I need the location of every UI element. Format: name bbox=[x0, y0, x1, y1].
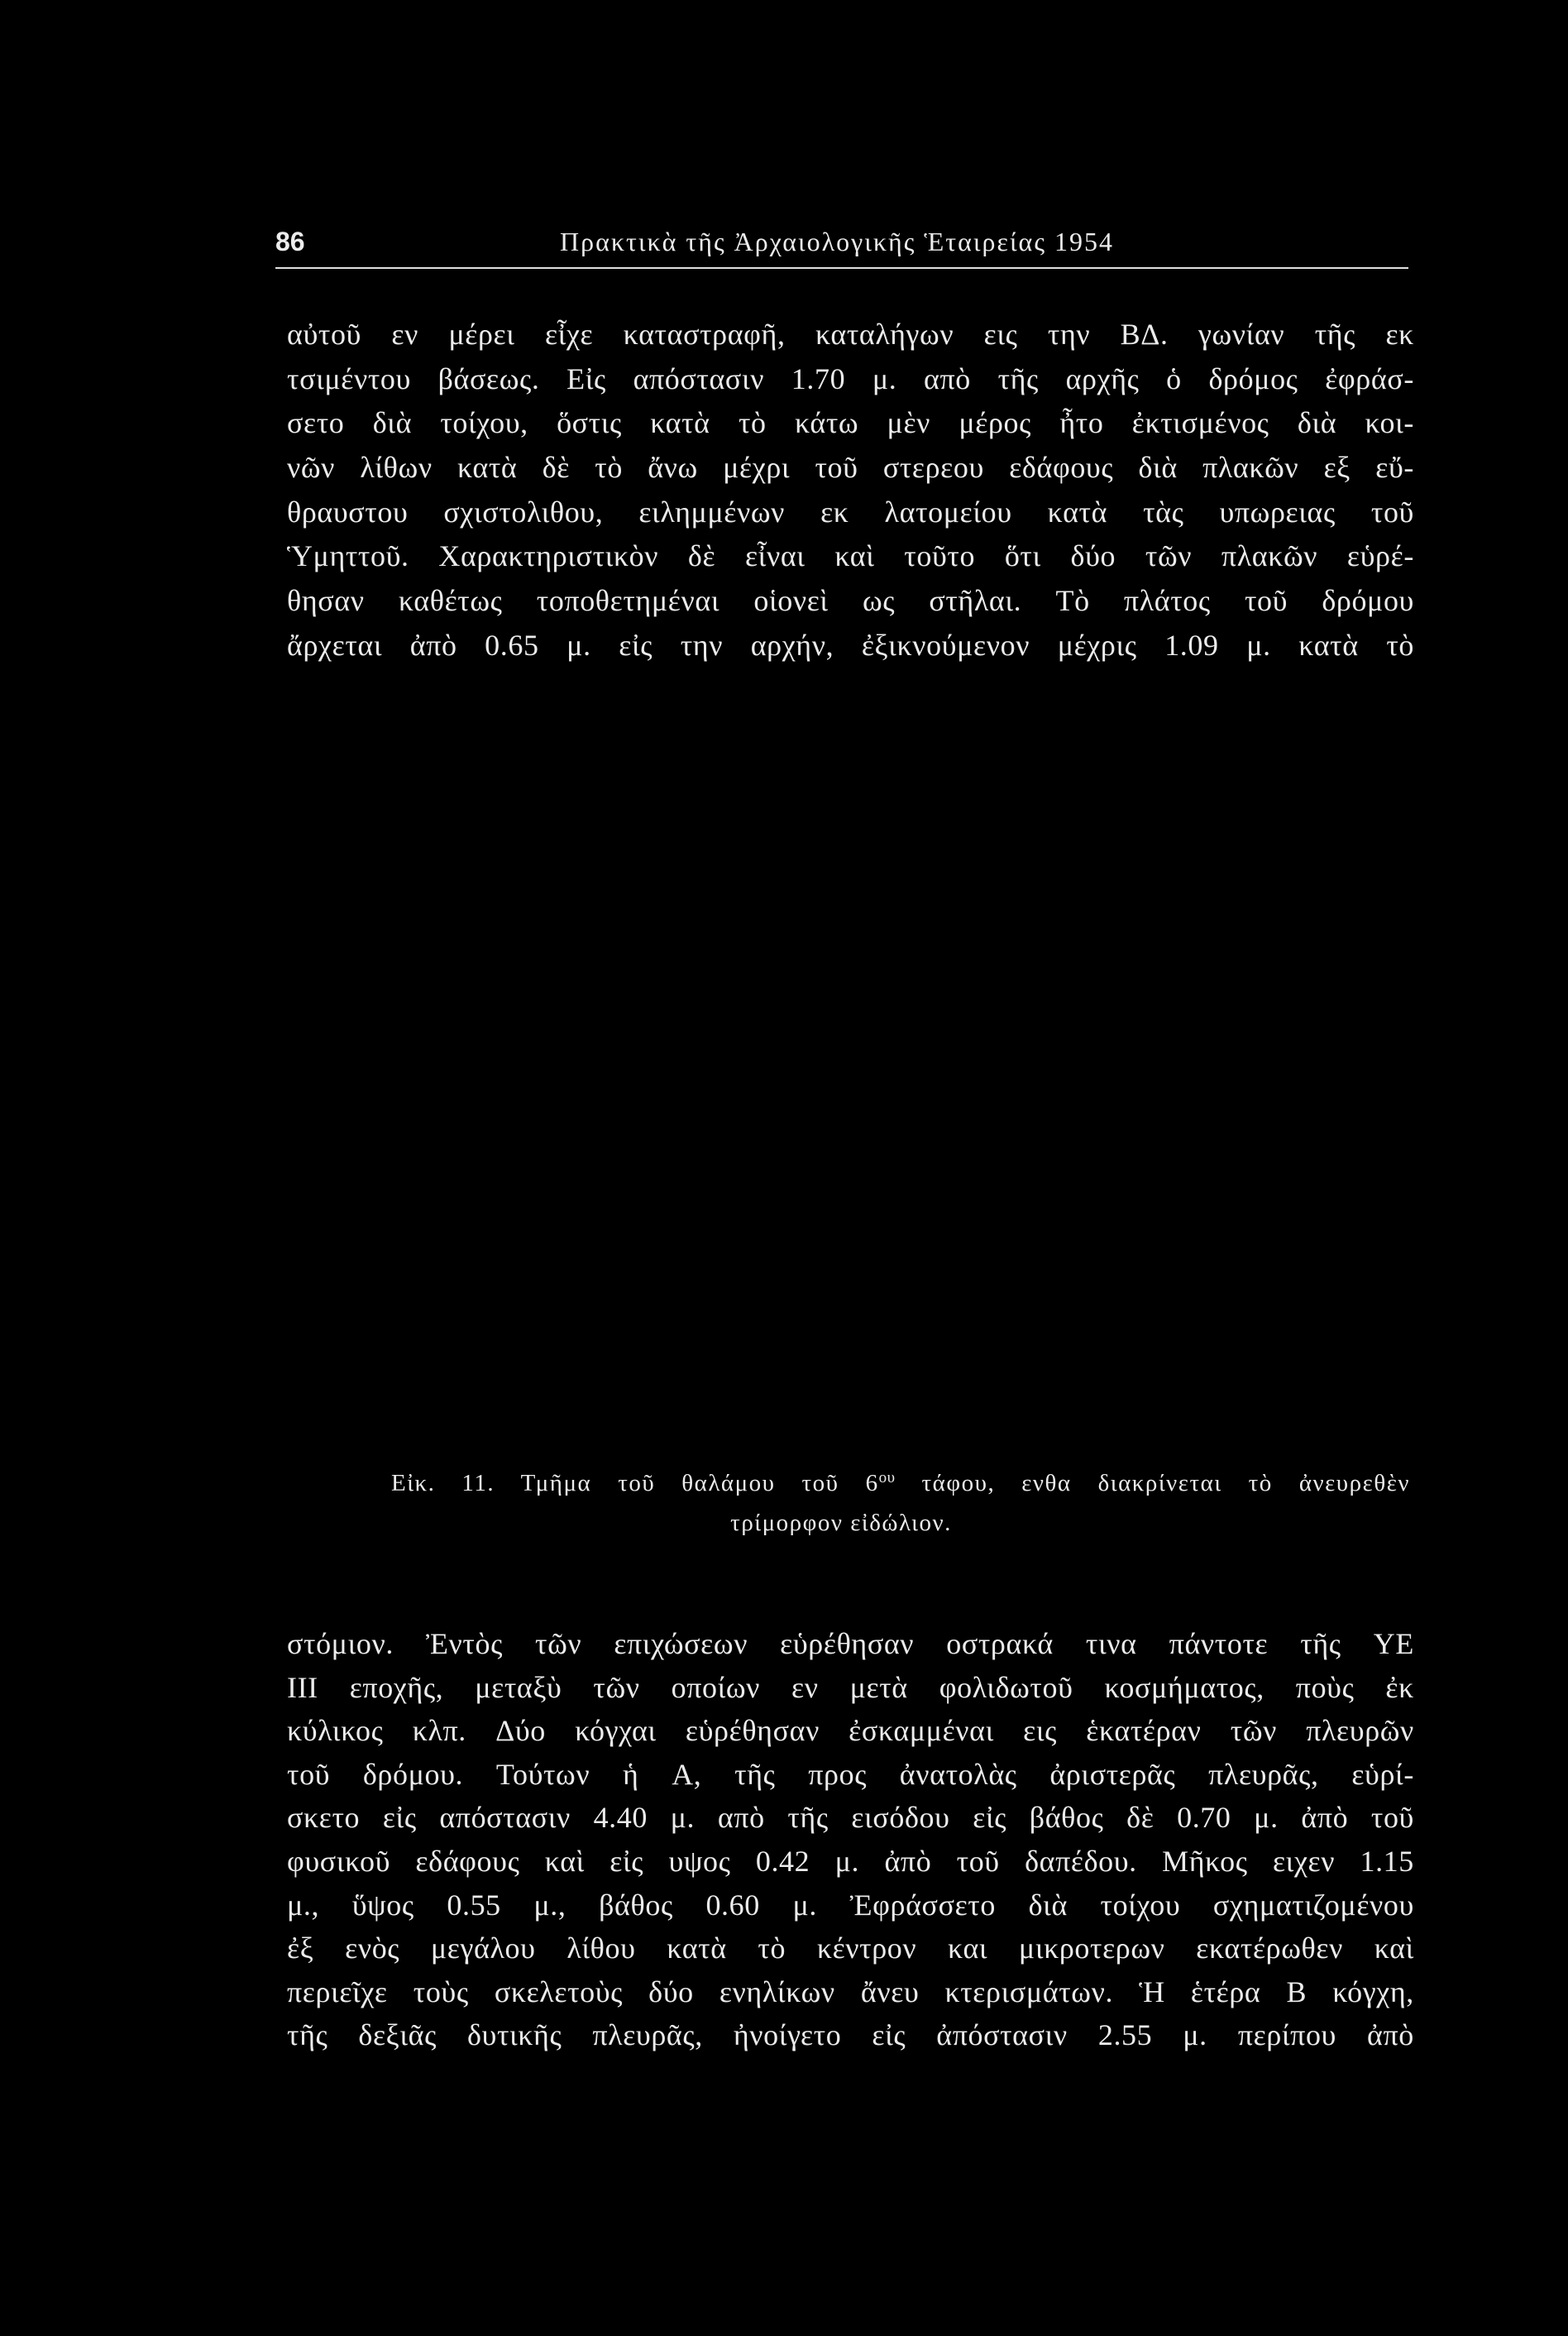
word: ἐφράσ- bbox=[1325, 361, 1414, 395]
word: τῶν bbox=[1145, 539, 1193, 573]
word: ἄνευ bbox=[860, 1975, 920, 2008]
word: ὁ bbox=[1166, 361, 1182, 395]
word: εὔ- bbox=[1375, 451, 1414, 485]
word: κάτω bbox=[794, 406, 859, 440]
word: φυσικοῦ bbox=[287, 1844, 391, 1878]
word: τὸ bbox=[1386, 628, 1414, 662]
paragraph-2 bbox=[287, 1622, 1414, 2057]
text-line bbox=[287, 1709, 1414, 1753]
word: εν bbox=[791, 1670, 819, 1704]
text-line bbox=[287, 1796, 1414, 1840]
text-line bbox=[287, 2013, 1414, 2057]
word: απόστασιν bbox=[633, 361, 765, 395]
word: σκελετοὺς bbox=[494, 1975, 624, 2008]
word: δρόμος bbox=[1208, 361, 1298, 395]
word: εποχῆς, bbox=[349, 1670, 444, 1704]
word: κοσμήματος, bbox=[1104, 1670, 1264, 1704]
paragraph-1 bbox=[287, 313, 1414, 668]
word: τοῦ bbox=[1244, 584, 1288, 618]
word: ἠνοίγετο bbox=[733, 2018, 842, 2052]
word: κλπ. bbox=[412, 1714, 466, 1748]
word: εἰς bbox=[872, 2018, 906, 2052]
word: τῆς bbox=[1314, 318, 1356, 351]
word: ἐκ bbox=[1385, 1670, 1414, 1704]
word: ἀπὸ bbox=[409, 628, 457, 662]
page-number: 86 bbox=[275, 227, 305, 256]
word: εἰς bbox=[973, 1801, 1007, 1835]
word: διὰ bbox=[1028, 1888, 1068, 1922]
word: βάθος bbox=[1029, 1801, 1104, 1835]
word: μ., bbox=[533, 1888, 566, 1922]
word: βάθος bbox=[599, 1888, 673, 1922]
word: πλακῶν bbox=[1221, 539, 1318, 573]
word: τοῦ bbox=[956, 1844, 1000, 1878]
word: εις bbox=[983, 318, 1018, 351]
word: σκετο bbox=[287, 1801, 361, 1835]
word: εξ bbox=[1323, 451, 1350, 485]
text-line bbox=[287, 624, 1414, 668]
word: δὲ bbox=[1126, 1801, 1154, 1835]
running-title: Πρακτικὰ τῆς Ἀρχαιολογικῆς Ἑταιρείας 1954 bbox=[560, 227, 1114, 256]
word: υπωρειας bbox=[1219, 495, 1336, 529]
word: πλάτος bbox=[1123, 584, 1211, 618]
word: οἱονεὶ bbox=[753, 584, 829, 618]
word: ἡ bbox=[623, 1757, 639, 1791]
word: τῆς bbox=[734, 1757, 776, 1791]
word: διὰ bbox=[1138, 451, 1178, 485]
word: μ. bbox=[834, 1844, 860, 1878]
word: μέχρι bbox=[723, 451, 791, 485]
text-line bbox=[287, 534, 1414, 579]
word: τῆς bbox=[787, 1801, 829, 1835]
word: εκ bbox=[1385, 318, 1414, 351]
word: καὶ bbox=[834, 539, 875, 573]
text-line bbox=[287, 579, 1414, 624]
word: εισόδου bbox=[851, 1801, 950, 1835]
word: περιεῖχε bbox=[287, 1975, 388, 2008]
word: τῆς bbox=[287, 2018, 328, 2052]
word: ἀνατολὰς bbox=[899, 1757, 1017, 1791]
word: τοίχου bbox=[1100, 1888, 1181, 1922]
word: Ἐφράσσετο bbox=[849, 1888, 996, 1922]
word: μ. bbox=[670, 1801, 696, 1835]
word: τῶν bbox=[593, 1670, 640, 1704]
word: επιχώσεων bbox=[614, 1627, 748, 1660]
word: εἰς bbox=[610, 1844, 644, 1878]
word: καθέτως bbox=[398, 584, 503, 618]
word: μ. bbox=[1183, 2018, 1207, 2052]
word: Τὸ bbox=[1055, 584, 1090, 618]
word: εὑρέ- bbox=[1346, 539, 1414, 573]
word: γωνίαν bbox=[1198, 318, 1285, 351]
word: καὶ bbox=[544, 1844, 585, 1878]
word: τοποθετημέναι bbox=[536, 584, 720, 618]
word: εις bbox=[1023, 1714, 1058, 1748]
word: μεγάλου bbox=[430, 1932, 536, 1965]
header-rule bbox=[275, 267, 1408, 269]
word: σχηματιζομένου bbox=[1212, 1888, 1414, 1922]
word: την bbox=[680, 628, 724, 662]
word: ΥΕ bbox=[1373, 1627, 1414, 1660]
word: προς bbox=[808, 1757, 868, 1791]
word: 4.40 bbox=[593, 1801, 648, 1835]
word: Ἐντὸς bbox=[426, 1627, 503, 1660]
word: εὑρέθησαν bbox=[685, 1714, 820, 1748]
word: μ. bbox=[872, 361, 897, 395]
text-line bbox=[287, 1970, 1414, 2014]
word: στόμιον. bbox=[287, 1627, 394, 1660]
word: εκατέρωθεν bbox=[1196, 1932, 1343, 1965]
word: στερεου bbox=[882, 451, 984, 485]
word: κοι- bbox=[1365, 406, 1414, 440]
word: Εἰς bbox=[566, 361, 606, 395]
word: ἐξ bbox=[287, 1932, 314, 1965]
text-line bbox=[287, 401, 1414, 446]
word: πλευρᾶς, bbox=[1208, 1757, 1319, 1791]
word: θραυστου bbox=[287, 495, 409, 529]
word: μέχρις bbox=[1057, 628, 1137, 662]
word: την bbox=[1047, 318, 1091, 351]
figure-photo bbox=[275, 678, 1408, 1439]
word: περίπου bbox=[1237, 2018, 1336, 2052]
word: 0.60 bbox=[705, 1888, 760, 1922]
tomb-ordinal-number: 6 bbox=[865, 1470, 879, 1496]
word: τοῦ bbox=[1370, 495, 1414, 529]
word: 0.42 bbox=[755, 1844, 810, 1878]
word: εἰς bbox=[382, 1801, 417, 1835]
word: διὰ bbox=[372, 406, 413, 440]
word: θησαν bbox=[287, 584, 365, 618]
word: μεταξὺ bbox=[475, 1670, 562, 1704]
text-line bbox=[287, 1666, 1414, 1710]
word: τσιμέντου bbox=[287, 361, 411, 395]
word: μικροτερων bbox=[1018, 1932, 1165, 1965]
word: καὶ bbox=[1374, 1932, 1414, 1965]
word: τῶν bbox=[1230, 1714, 1277, 1748]
word: ειχεν bbox=[1272, 1844, 1336, 1878]
word: Δύο bbox=[495, 1714, 546, 1748]
text-line bbox=[287, 491, 1414, 535]
word: δὲ bbox=[687, 539, 716, 573]
word: ἑτέρα bbox=[1190, 1975, 1261, 2008]
word: κτερισμάτων. bbox=[944, 1975, 1114, 2008]
word: βάσεως. bbox=[437, 361, 540, 395]
word: μ. bbox=[566, 628, 591, 662]
word: ἐξικνούμενον bbox=[861, 628, 1030, 662]
word: 1.09 bbox=[1164, 628, 1219, 662]
word: ἀπὸ bbox=[1367, 2018, 1414, 2052]
word: δαπέδου. bbox=[1025, 1844, 1137, 1878]
word: 0.70 bbox=[1177, 1801, 1231, 1835]
word: δύο bbox=[1070, 539, 1116, 573]
word: καταλήγων bbox=[815, 318, 954, 351]
word: εδάφους bbox=[1009, 451, 1114, 485]
word: πάντοτε bbox=[1169, 1627, 1269, 1660]
word: κέντρον bbox=[816, 1932, 917, 1965]
word: μ. bbox=[1254, 1801, 1279, 1835]
word: τὰς bbox=[1143, 495, 1184, 529]
word: Ἡ bbox=[1139, 1975, 1165, 2008]
word: 1.70 bbox=[791, 361, 846, 395]
word: εὑρί- bbox=[1351, 1757, 1414, 1791]
word: ἀπόστασιν bbox=[936, 2018, 1068, 2052]
word: κύλικος bbox=[287, 1714, 384, 1748]
figure-caption-line-2: τρίμορφον εἰδώλιον. bbox=[730, 1510, 952, 1536]
word: μέρος bbox=[958, 406, 1032, 440]
word: τῆς bbox=[997, 361, 1039, 395]
word: πλευρῶν bbox=[1306, 1714, 1414, 1748]
word: εν bbox=[391, 318, 418, 351]
word: ἄνω bbox=[648, 451, 698, 485]
word: φολιδωτοῦ bbox=[939, 1670, 1073, 1704]
text-line bbox=[287, 357, 1414, 402]
word: οποίων bbox=[671, 1670, 761, 1704]
word: κόγχη, bbox=[1332, 1975, 1414, 2008]
word: Τούτων bbox=[495, 1757, 590, 1791]
word: απὸ bbox=[924, 361, 971, 395]
word: μέρει bbox=[448, 318, 515, 351]
word: Χαρακτηριστικὸν bbox=[438, 539, 659, 573]
word: ΙΙΙ bbox=[287, 1670, 318, 1704]
text-line bbox=[287, 1840, 1414, 1884]
word: και bbox=[948, 1932, 988, 1965]
word: ενὸς bbox=[345, 1932, 400, 1965]
text-line bbox=[287, 313, 1414, 357]
word: μ., bbox=[287, 1888, 320, 1922]
text-line bbox=[287, 1884, 1414, 1927]
word: αὐτοῦ bbox=[287, 318, 361, 351]
word: διὰ bbox=[1297, 406, 1337, 440]
word: ποὺς bbox=[1295, 1670, 1355, 1704]
word: σχιστολιθου, bbox=[443, 495, 604, 529]
word: ἄρχεται bbox=[287, 628, 383, 662]
caption-text-before: Τμῆμα τοῦ θαλάμου τοῦ bbox=[520, 1470, 839, 1496]
word: ἐκτισμένος bbox=[1131, 406, 1269, 440]
word: απόστασιν bbox=[439, 1801, 571, 1835]
word: καταστραφῆ, bbox=[623, 318, 786, 351]
word: εἶναι bbox=[744, 539, 806, 573]
word: ἀπὸ bbox=[884, 1844, 932, 1878]
caption-text-after: τάφου, ενθα διακρίνεται τὸ ἀνευρεθὲν bbox=[921, 1470, 1410, 1496]
word: 0.55 bbox=[447, 1888, 501, 1922]
word: ἀπὸ bbox=[1301, 1801, 1349, 1835]
word: τοῦ bbox=[815, 451, 858, 485]
word: κατὰ bbox=[457, 451, 518, 485]
word: μὲν bbox=[887, 406, 931, 440]
word: τὸ bbox=[758, 1932, 786, 1965]
word: Ὑμηττοῦ. bbox=[287, 539, 409, 573]
figure-label: Εἰκ. 11. bbox=[391, 1470, 495, 1496]
word: λίθου bbox=[566, 1932, 636, 1965]
word: ἑκατέραν bbox=[1086, 1714, 1202, 1748]
word: ΒΔ. bbox=[1120, 318, 1169, 351]
word: μ. bbox=[792, 1888, 817, 1922]
word: Β bbox=[1286, 1975, 1307, 2008]
word: δυτικῆς bbox=[466, 2018, 562, 2052]
word: τοῦ bbox=[287, 1757, 331, 1791]
word: εκ bbox=[820, 495, 849, 529]
word: δρόμου. bbox=[362, 1757, 464, 1791]
word: ενηλίκων bbox=[719, 1975, 835, 2008]
word: απὸ bbox=[717, 1801, 765, 1835]
text-line bbox=[287, 446, 1414, 491]
word: πλευρᾶς, bbox=[592, 2018, 703, 2052]
word: στῆλαι. bbox=[929, 584, 1022, 618]
word: 0.65 bbox=[485, 628, 539, 662]
word: ὅστις bbox=[557, 406, 622, 440]
word: Μῆκος bbox=[1162, 1844, 1248, 1878]
word: ως bbox=[862, 584, 896, 618]
word: κατὰ bbox=[650, 406, 710, 440]
word: τινα bbox=[1085, 1627, 1137, 1660]
word: πλακῶν bbox=[1202, 451, 1299, 485]
word: κόγχαι bbox=[575, 1714, 657, 1748]
word: Α, bbox=[672, 1757, 702, 1791]
text-line bbox=[287, 1622, 1414, 1666]
word: εἶχε bbox=[544, 318, 594, 351]
word: 1.15 bbox=[1360, 1844, 1414, 1878]
word: κατὰ bbox=[1047, 495, 1108, 529]
word: τῆς bbox=[1300, 1627, 1341, 1660]
word: ὅτι bbox=[1004, 539, 1041, 573]
word: τὸ bbox=[738, 406, 767, 440]
word: δύο bbox=[648, 1975, 694, 2008]
word: ὕψος bbox=[351, 1888, 414, 1922]
word: μετὰ bbox=[849, 1670, 908, 1704]
word: τὸ bbox=[595, 451, 623, 485]
word: εἰς bbox=[619, 628, 653, 662]
word: μ. bbox=[1246, 628, 1271, 662]
word: υψος bbox=[668, 1844, 731, 1878]
word: αρχήν, bbox=[750, 628, 834, 662]
figure-caption-line-1 bbox=[391, 1463, 1410, 1503]
word: δεξιᾶς bbox=[358, 2018, 437, 2052]
word: νῶν bbox=[287, 451, 336, 485]
word: τοίχου, bbox=[440, 406, 528, 440]
word: 2.55 bbox=[1097, 2018, 1153, 2052]
tomb-ordinal-suffix: ου bbox=[878, 1469, 896, 1486]
text-line bbox=[287, 1927, 1414, 1970]
text-line bbox=[287, 1753, 1414, 1797]
word: κατὰ bbox=[1298, 628, 1359, 662]
word: οστρακά bbox=[946, 1627, 1054, 1660]
word: αρχῆς bbox=[1065, 361, 1140, 395]
word: κατὰ bbox=[667, 1932, 727, 1965]
word: σετο bbox=[287, 406, 345, 440]
word: εὑρέθησαν bbox=[780, 1627, 915, 1660]
word: τῶν bbox=[535, 1627, 582, 1660]
word: τοὺς bbox=[413, 1975, 469, 2008]
word: δρόμου bbox=[1322, 584, 1414, 618]
word: ἦτο bbox=[1059, 406, 1104, 440]
word: λατομείου bbox=[884, 495, 1012, 529]
word: ειλημμένων bbox=[638, 495, 786, 529]
word: εδάφους bbox=[415, 1844, 520, 1878]
word: τοῦτο bbox=[904, 539, 976, 573]
word: ἀριστερᾶς bbox=[1049, 1757, 1176, 1791]
word: τοῦ bbox=[1370, 1801, 1414, 1835]
word: δὲ bbox=[542, 451, 570, 485]
word: ἐσκαμμέναι bbox=[849, 1714, 994, 1748]
word: λίθων bbox=[360, 451, 433, 485]
